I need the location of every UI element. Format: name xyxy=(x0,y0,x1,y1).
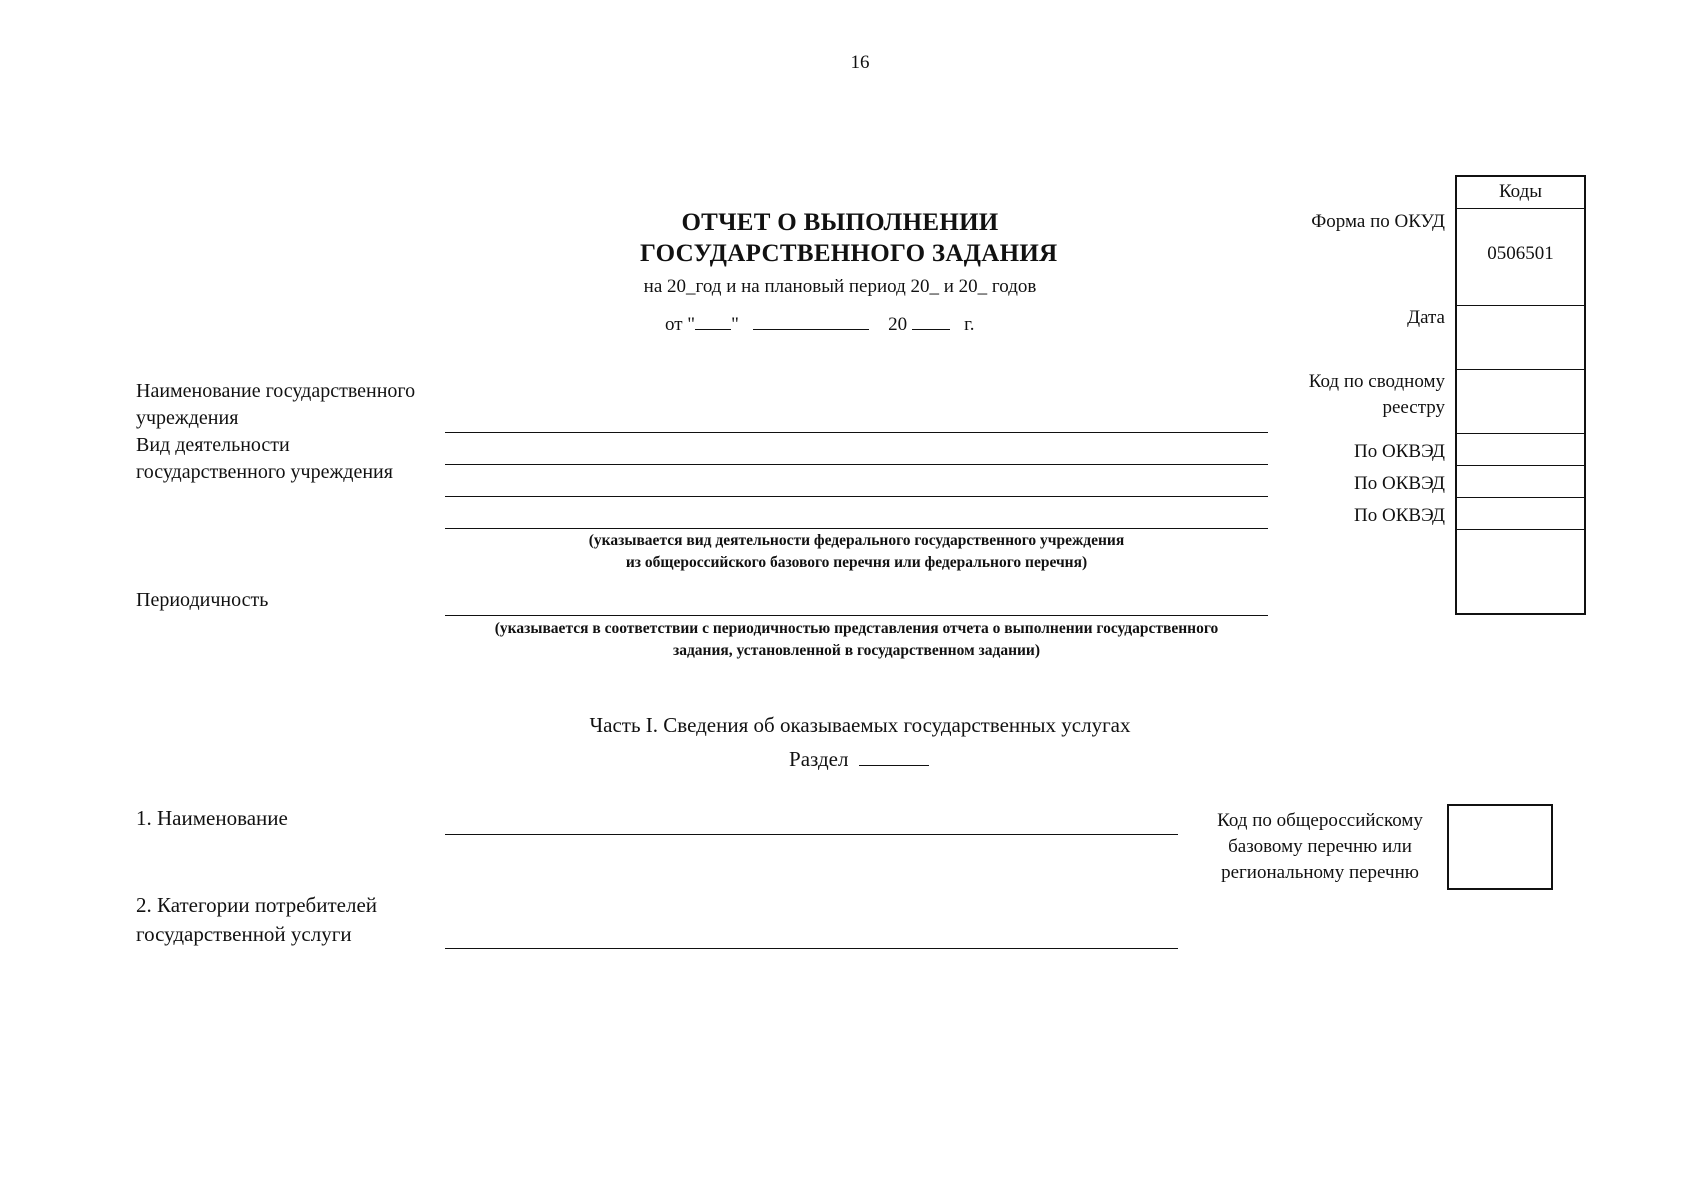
activity-note-line1: (указывается вид деятельности федерального государственного учреждения xyxy=(588,532,1125,549)
okved-label-1: По ОКВЭД xyxy=(1354,441,1445,462)
section-number-field[interactable] xyxy=(859,745,929,766)
part-title: Часть I. Сведения об оказываемых государственных услугах xyxy=(589,713,1131,737)
okved-code-cell-3[interactable] xyxy=(1457,498,1584,530)
codes-header: Коды xyxy=(1457,177,1584,209)
item1-line[interactable] xyxy=(445,834,1178,835)
date-prefix: от " xyxy=(665,314,696,335)
activity-line-1[interactable] xyxy=(445,464,1268,465)
periodicity-note xyxy=(445,618,1268,662)
report-title-line1: ОТЧЕТ О ВЫПОЛНЕНИИ xyxy=(681,209,999,236)
codes-table xyxy=(1455,175,1586,615)
registry-code-cell[interactable] xyxy=(1457,370,1584,434)
item2-label-line1: 2. Категории потребителей xyxy=(136,893,377,917)
activity-line-3[interactable] xyxy=(445,528,1268,529)
periodicity-note-line1: (указывается в соответствии с периодичностью представления отчета о выполнении государственного xyxy=(494,620,1219,637)
date-year-prefix: 20 xyxy=(888,314,908,335)
report-date-line xyxy=(665,311,974,336)
date-code-cell[interactable] xyxy=(1457,306,1584,370)
basic-list-code-label-line2: базовому перечню или xyxy=(1228,836,1412,857)
activity-label xyxy=(136,432,393,486)
periodicity-note-line2: задания, установленной в государственном задании) xyxy=(672,642,1041,659)
year-field[interactable] xyxy=(912,311,950,330)
month-field[interactable] xyxy=(753,311,869,330)
basic-list-code-label xyxy=(1190,808,1450,886)
registry-label-line2: реестру xyxy=(1382,397,1445,418)
periodicity-line[interactable] xyxy=(445,615,1268,616)
report-title-line2: ГОСУДАРСТВЕННОГО ЗАДАНИЯ xyxy=(640,240,1058,267)
activity-line-2[interactable] xyxy=(445,496,1268,497)
institution-name-label-line1: Наименование государственного xyxy=(136,380,416,402)
activity-note-line2: из общероссийского базового перечня или федерального перечня) xyxy=(625,554,1088,571)
section-label-text: Раздел xyxy=(789,747,849,771)
basic-list-code-label-line1: Код по общероссийскому xyxy=(1217,810,1423,831)
okud-code-cell: 0506501 xyxy=(1457,209,1584,306)
periodicity-label: Периодичность xyxy=(136,589,269,611)
empty-code-cell[interactable] xyxy=(1457,530,1584,613)
activity-label-line2: государственного учреждения xyxy=(136,461,393,483)
institution-name-label xyxy=(136,378,415,432)
item2-label-line2: государственной услуги xyxy=(136,922,352,946)
institution-name-label-line2: учреждения xyxy=(136,407,239,429)
date-suffix: г. xyxy=(964,314,975,335)
activity-label-line1: Вид деятельности xyxy=(136,434,290,456)
report-subtitle: на 20_год и на плановый период 20_ и 20_ годов xyxy=(643,276,1037,297)
institution-name-line[interactable] xyxy=(445,432,1268,433)
section-label xyxy=(0,745,1687,772)
okved-code-cell-2[interactable] xyxy=(1457,466,1584,498)
okved-code-cell-1[interactable] xyxy=(1457,434,1584,466)
item2-label xyxy=(136,891,377,949)
basic-list-code-label-line3: региональному перечню xyxy=(1221,862,1419,883)
registry-label xyxy=(1220,369,1445,421)
item2-line[interactable] xyxy=(445,948,1178,949)
basic-list-code-box[interactable] xyxy=(1447,804,1553,890)
okved-label-2: По ОКВЭД xyxy=(1354,473,1445,494)
item1-label: 1. Наименование xyxy=(136,806,288,830)
date-label: Дата xyxy=(1407,307,1445,328)
page-number: 16 xyxy=(850,52,870,73)
date-quote: " xyxy=(731,314,739,335)
activity-note xyxy=(445,530,1268,574)
registry-label-line1: Код по сводному xyxy=(1308,371,1445,392)
okved-label-3: По ОКВЭД xyxy=(1354,505,1445,526)
day-field[interactable] xyxy=(695,311,731,330)
okud-label: Форма по ОКУД xyxy=(1311,211,1445,232)
